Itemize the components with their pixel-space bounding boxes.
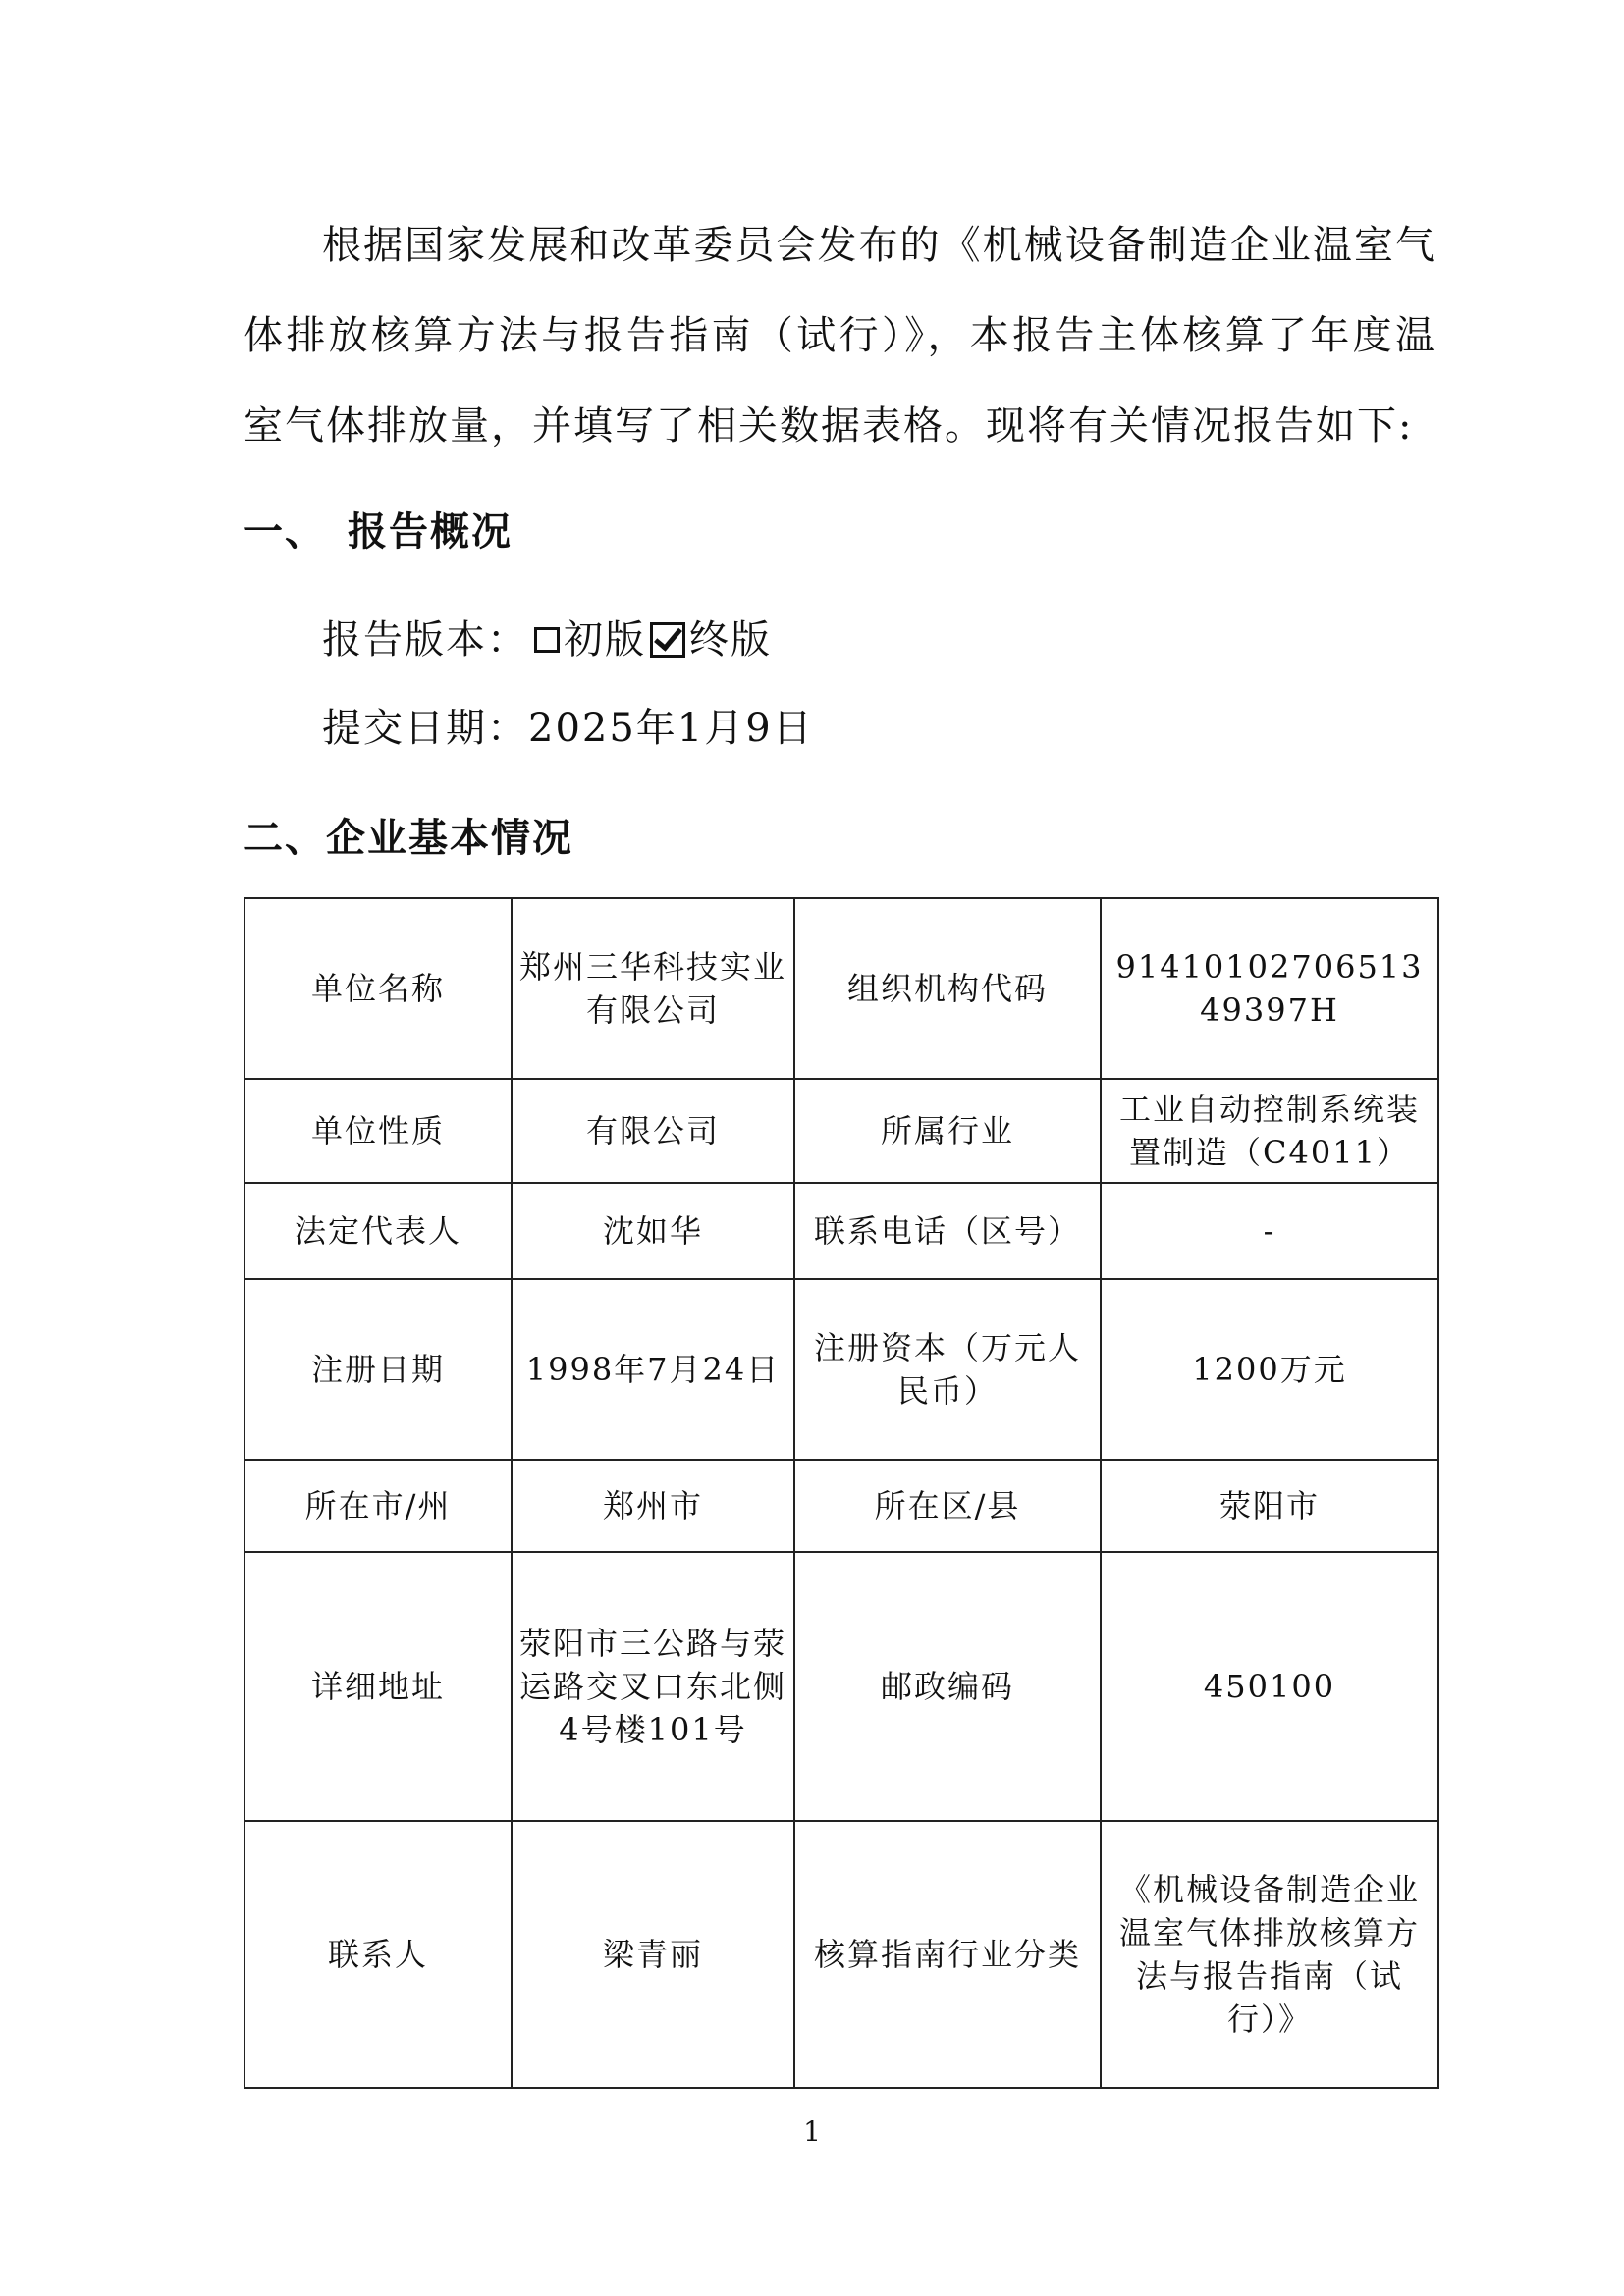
row-label: 所在市/州 bbox=[244, 1460, 512, 1552]
row-value: 1200万元 bbox=[1101, 1279, 1438, 1460]
option-final-label: 终版 bbox=[689, 617, 772, 663]
report-version-label: 报告版本： bbox=[322, 617, 528, 663]
intro-paragraph: 根据国家发展和改革委员会发布的《机械设备制造企业温室气体排放核算方法与报告指南（试行）》，本报告主体核算了年度温室气体排放量，并填写了相关数据表格。现将有关情况报告如下: bbox=[244, 223, 1436, 449]
table-row bbox=[244, 1079, 1438, 1183]
row-label: 所在区/县 bbox=[794, 1460, 1101, 1552]
submit-date-value: 2025年1月9日 bbox=[528, 706, 814, 751]
row-value: 荥阳市三公路与荥运路交叉口东北侧4号楼101号 bbox=[512, 1552, 794, 1821]
table-row bbox=[244, 898, 1438, 1079]
row-value: 《机械设备制造企业温室气体排放核算方法与报告指南（试行）》 bbox=[1101, 1821, 1438, 2088]
row-label: 联系人 bbox=[244, 1821, 512, 2088]
section-heading-report-overview: 一、 报告概况 bbox=[244, 509, 513, 555]
checkbox-final-version[interactable] bbox=[650, 622, 685, 658]
table-row bbox=[244, 1183, 1438, 1279]
table-row bbox=[244, 1279, 1438, 1460]
table-row bbox=[244, 1460, 1438, 1552]
row-value: 荥阳市 bbox=[1101, 1460, 1438, 1552]
row-label: 详细地址 bbox=[244, 1552, 512, 1821]
submit-date-label: 提交日期： bbox=[322, 706, 528, 751]
row-label: 组织机构代码 bbox=[794, 898, 1101, 1079]
report-version-line bbox=[322, 609, 772, 665]
row-value: 郑州三华科技实业有限公司 bbox=[512, 898, 794, 1079]
row-label: 注册资本（万元人民币） bbox=[794, 1279, 1101, 1460]
row-label: 所属行业 bbox=[794, 1079, 1101, 1183]
row-label: 注册日期 bbox=[244, 1279, 512, 1460]
row-label: 联系电话（区号） bbox=[794, 1183, 1101, 1279]
row-label: 单位性质 bbox=[244, 1079, 512, 1183]
row-value: 9141010270651349397H bbox=[1101, 898, 1438, 1079]
row-label: 法定代表人 bbox=[244, 1183, 512, 1279]
row-value: - bbox=[1101, 1183, 1438, 1279]
row-value: 梁青丽 bbox=[512, 1821, 794, 2088]
row-value: 工业自动控制系统装置制造（C4011） bbox=[1101, 1079, 1438, 1183]
row-value: 郑州市 bbox=[512, 1460, 794, 1552]
table-row bbox=[244, 1552, 1438, 1821]
row-label: 核算指南行业分类 bbox=[794, 1821, 1101, 2088]
row-value: 有限公司 bbox=[512, 1079, 794, 1183]
table-row bbox=[244, 1821, 1438, 2088]
row-label: 邮政编码 bbox=[794, 1552, 1101, 1821]
row-value: 沈如华 bbox=[512, 1183, 794, 1279]
page-number: 1 bbox=[803, 2115, 821, 2148]
row-value: 450100 bbox=[1101, 1552, 1438, 1821]
option-initial-label: 初版 bbox=[564, 617, 646, 663]
row-label: 单位名称 bbox=[244, 898, 512, 1079]
row-value: 1998年7月24日 bbox=[512, 1279, 794, 1460]
company-info-table bbox=[244, 897, 1439, 2089]
submit-date-line bbox=[322, 697, 814, 753]
checkbox-initial-version[interactable] bbox=[534, 627, 560, 653]
section-heading-company-info: 二、企业基本情况 bbox=[244, 816, 573, 861]
